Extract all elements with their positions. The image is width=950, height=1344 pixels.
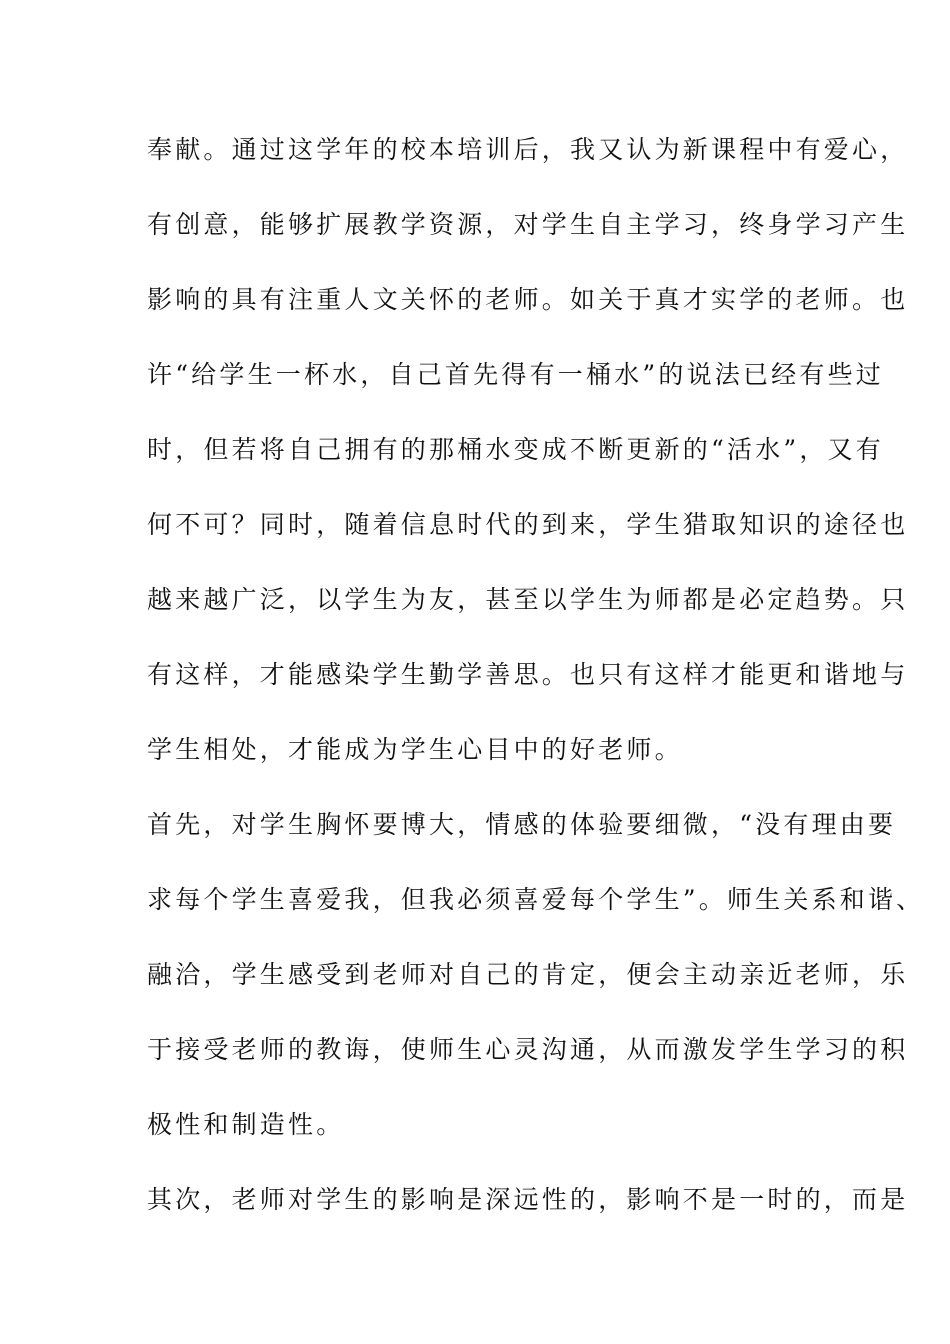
text-line: 影响的具有注重人文关怀的老师。如关于真才实学的老师。也 — [147, 285, 909, 314]
text-line: 求每个学生喜爱我，但我必须喜爱每个学生”。师生关系和谐、 — [147, 885, 925, 914]
text-line: 有创意，能够扩展教学资源，对学生自主学习，终身学习产生 — [147, 210, 909, 239]
text-line: 何不可？同时，随着信息时代的到来，学生猎取知识的途径也 — [147, 510, 909, 539]
text-line: 越来越广泛，以学生为友，甚至以学生为师都是必定趋势。只 — [147, 585, 909, 614]
text-line: 奉献。通过这学年的校本培训后，我又认为新课程中有爱心， — [147, 135, 909, 164]
text-line: 其次，老师对学生的影响是深远性的，影响不是一时的，而是 — [147, 1185, 909, 1214]
text-line: 学生相处，才能成为学生心目中的好老师。 — [147, 735, 683, 764]
text-line: 于接受老师的教诲，使师生心灵沟通，从而激发学生学习的积 — [147, 1035, 909, 1064]
text-line: 首先，对学生胸怀要博大，情感的体验要细微，“没有理由要 — [147, 810, 897, 839]
text-line: 有这样，才能感染学生勤学善思。也只有这样才能更和谐地与 — [147, 660, 909, 689]
text-line: 融洽，学生感受到老师对自己的肯定，便会主动亲近老师，乐 — [147, 960, 909, 989]
text-line: 时，但若将自己拥有的那桶水变成不断更新的“活水”，又有 — [147, 435, 884, 464]
text-line: 许“给学生一杯水，自己首先得有一桶水”的说法已经有些过 — [147, 360, 884, 389]
text-line: 极性和制造性。 — [147, 1110, 345, 1139]
